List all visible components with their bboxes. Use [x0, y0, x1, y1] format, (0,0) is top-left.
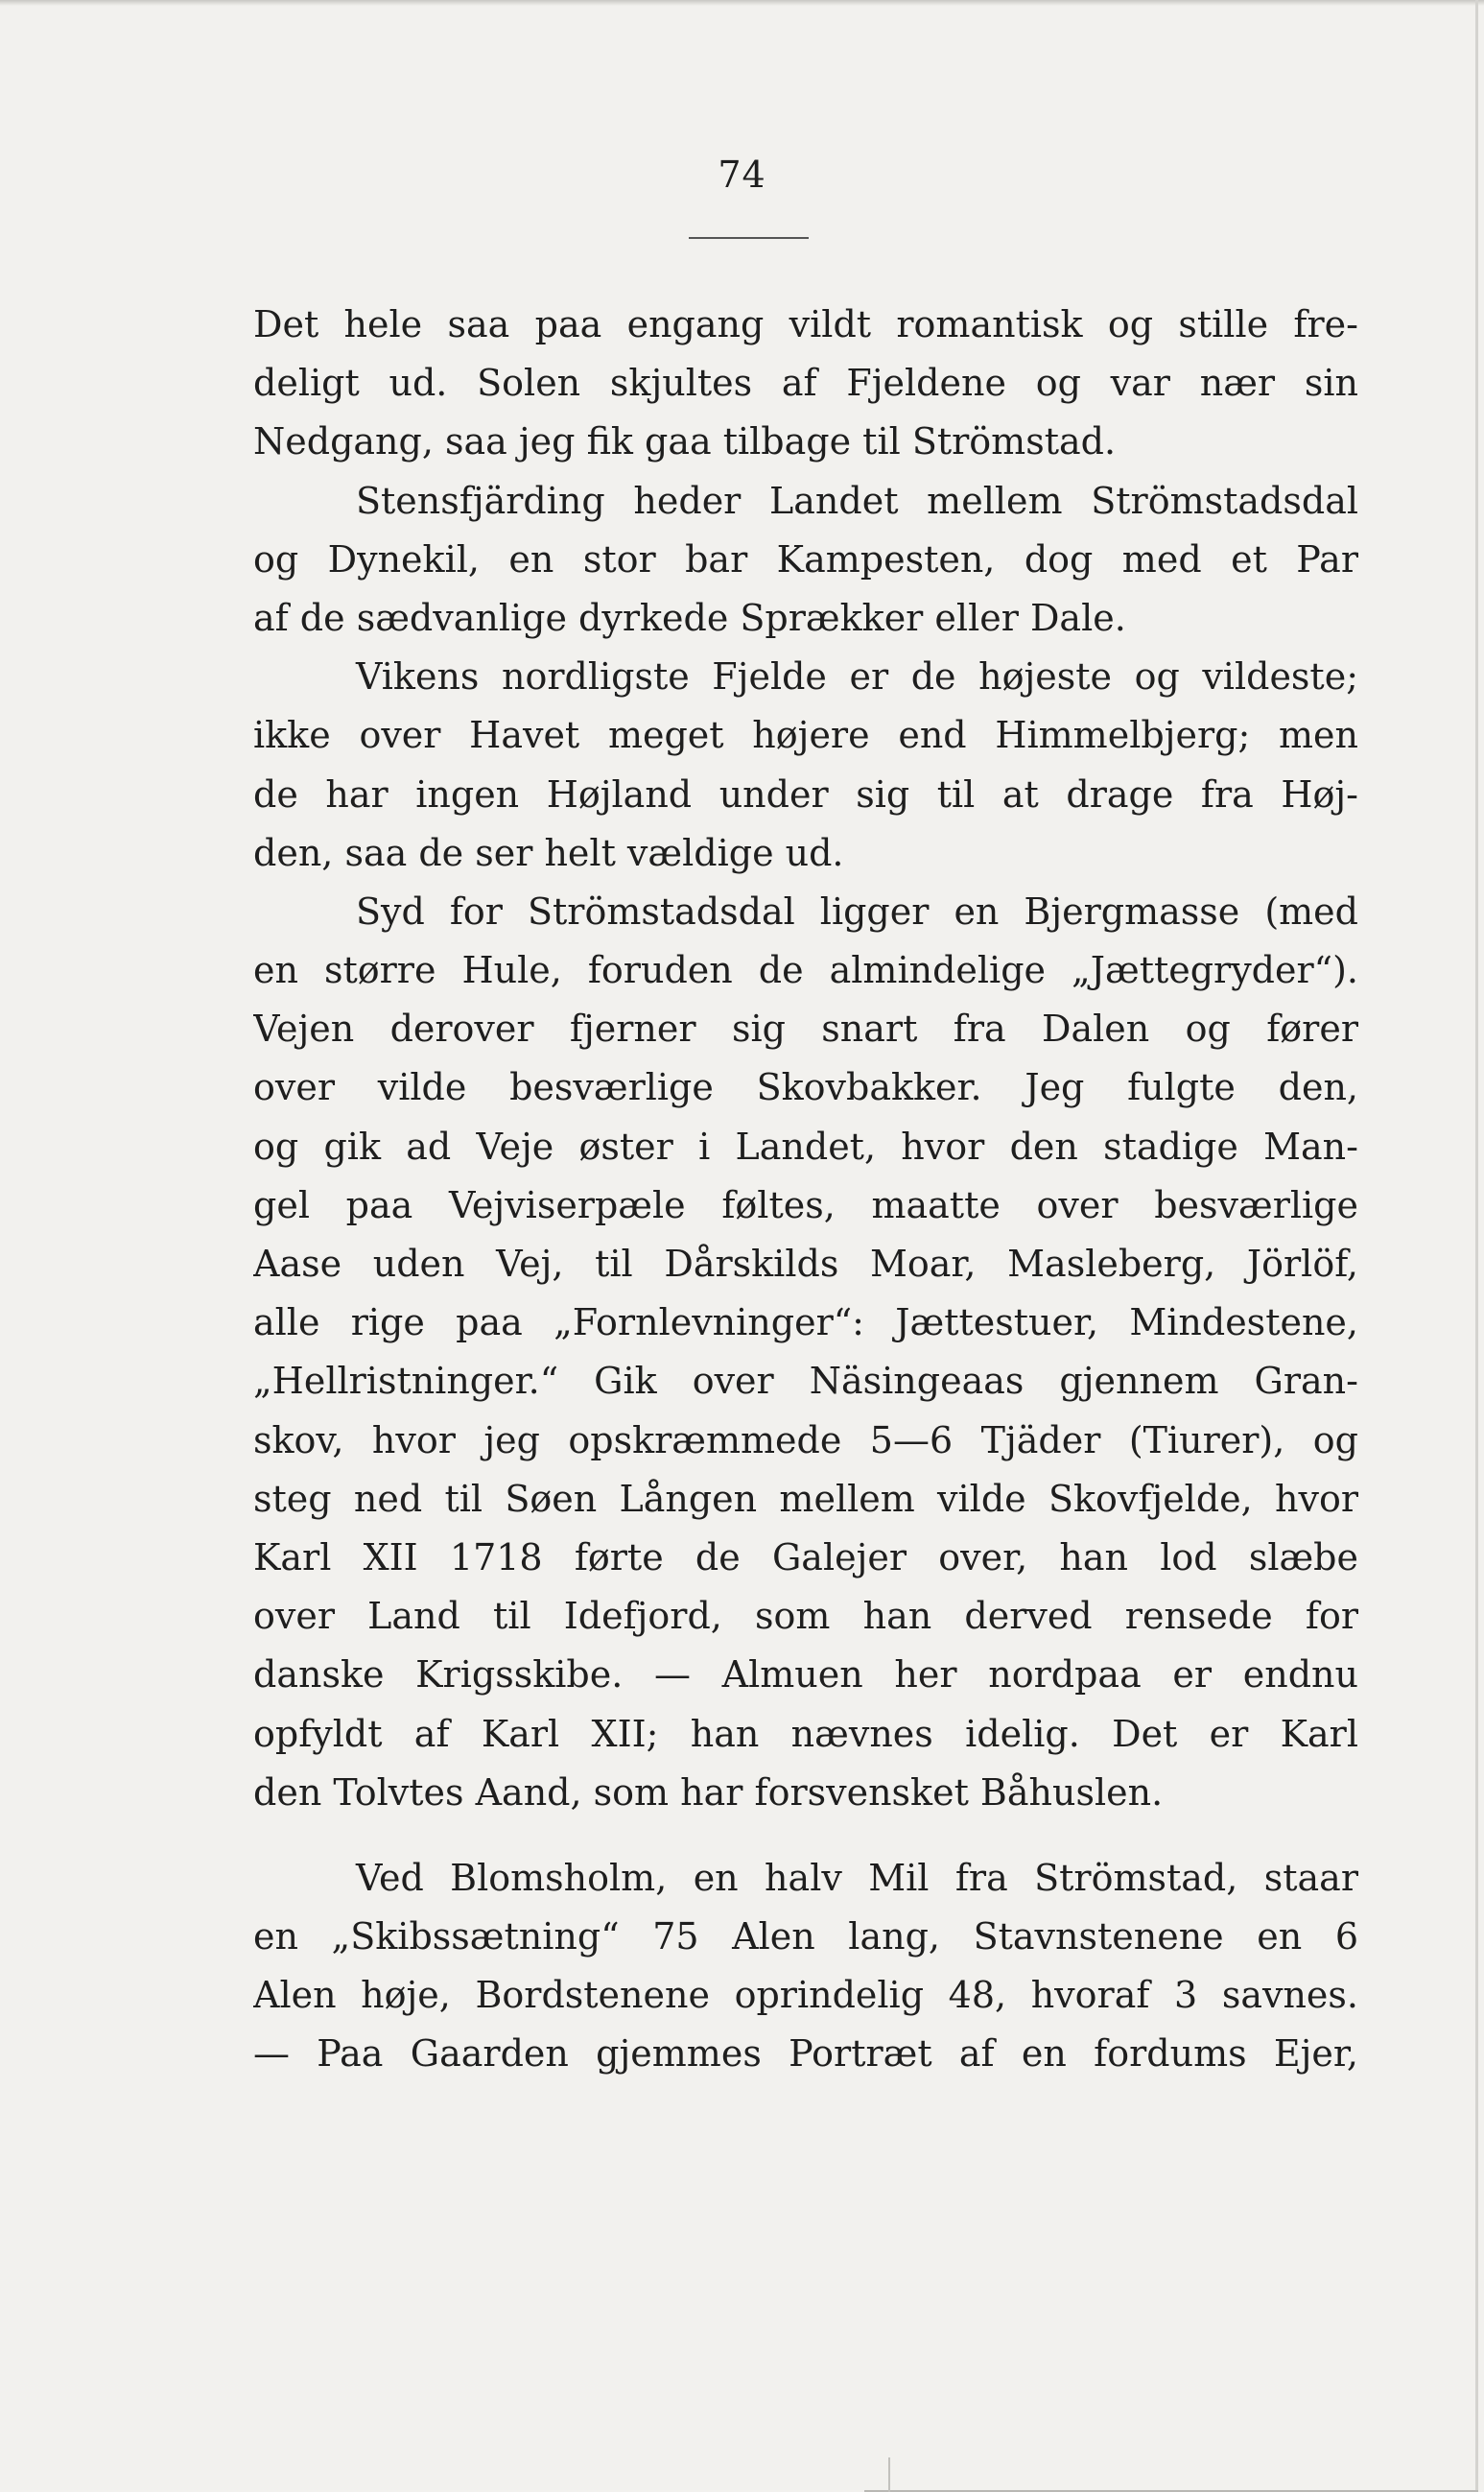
text-line: over Land til Idefjord, som han derved rensede for	[253, 1595, 1358, 1638]
text-line: ikke over Havet meget højere end Himmelbjerg; men	[253, 714, 1358, 757]
header-rule	[689, 237, 809, 239]
text-line: Stensfjärding heder Landet mellem Strömstadsdal	[356, 479, 1358, 522]
page-top-shadow	[0, 0, 1484, 6]
text-line: steg ned til Søen Lången mellem vilde Skovfjelde, hvor	[253, 1477, 1358, 1520]
text-line: Vikens nordligste Fjelde er de højeste og vildeste;	[356, 655, 1358, 699]
text-line: Alen høje, Bordstenene oprindelig 48, hvoraf 3 savnes.	[253, 1974, 1358, 2017]
text-line: Karl XII 1718 førte de Galejer over, han lod slæbe	[253, 1535, 1358, 1578]
paragraph-4	[253, 883, 1358, 1822]
text-line: Det hele saa paa engang vildt romantisk og stille fre-	[253, 303, 1358, 345]
text-line: de har ingen Højland under sig til at drage fra Høj-	[253, 772, 1358, 816]
text-line: Nedgang, saa jeg fik gaa tilbage til Strömstad.	[253, 420, 1117, 463]
text-line: af de sædvanlige dyrkede Sprækker eller Dale.	[253, 596, 1126, 639]
text-line: og Dynekil, en stor bar Kampesten, dog med et Par	[253, 537, 1358, 581]
page-number: 74	[718, 154, 766, 196]
text-line: skov, hvor jeg opskræmmede 5—6 Tjäder (Tiurer), og	[253, 1418, 1358, 1461]
text-line: — Paa Gaarden gjemmes Portræt af en fordums Ejer,	[253, 2032, 1358, 2076]
text-line: Ved Blomsholm, en halv Mil fra Strömstad, staar	[356, 1856, 1358, 1899]
body-text	[253, 296, 1358, 2084]
text-line: opfyldt af Karl XII; han nævnes idelig. Det er Karl	[253, 1712, 1358, 1755]
text-line: danske Krigsskibe. — Almuen her nordpaa er endnu	[253, 1653, 1358, 1697]
paragraph-gap	[253, 1822, 1358, 1849]
text-line: over vilde besværlige Skovbakker. Jeg fulgte den,	[253, 1066, 1358, 1109]
page-edge	[1475, 0, 1478, 2492]
text-line: alle rige paa „Fornlevninger“: Jættestuer, Mindestene,	[253, 1301, 1358, 1344]
text-line: en „Skibssætning“ 75 Alen lang, Stavnstenene en 6	[253, 1915, 1358, 1958]
text-line: en større Hule, foruden de almindelige „Jættegryder“).	[253, 949, 1358, 992]
paragraph-3	[253, 648, 1358, 883]
text-line: „Hellristninger.“ Gik over Näsingeaas gjennem Gran-	[253, 1360, 1358, 1403]
paragraph-1	[253, 296, 1358, 472]
text-line: og gik ad Veje øster i Landet, hvor den stadige Man-	[253, 1125, 1358, 1168]
paragraph-5	[253, 1849, 1358, 2084]
text-line: deligt ud. Solen skjultes af Fjeldene og var nær sin	[253, 362, 1358, 405]
paragraph-2	[253, 472, 1358, 649]
text-line: Aase uden Vej, til Dårskilds Moar, Masleberg, Jörlöf,	[253, 1243, 1358, 1285]
text-line: Vejen derover fjerner sig snart fra Dalen og fører	[253, 1008, 1358, 1051]
text-line: gel paa Vejviserpæle føltes, maatte over besværlige	[253, 1183, 1358, 1226]
text-line: den, saa de ser helt vældige ud.	[253, 831, 844, 874]
text-line: den Tolvtes Aand, som har forsvensket Båhuslen.	[253, 1770, 1164, 1814]
text-line: Syd for Strömstadsdal ligger en Bjergmasse (med	[356, 890, 1358, 933]
page-bottom-edge-tick	[888, 2457, 890, 2492]
